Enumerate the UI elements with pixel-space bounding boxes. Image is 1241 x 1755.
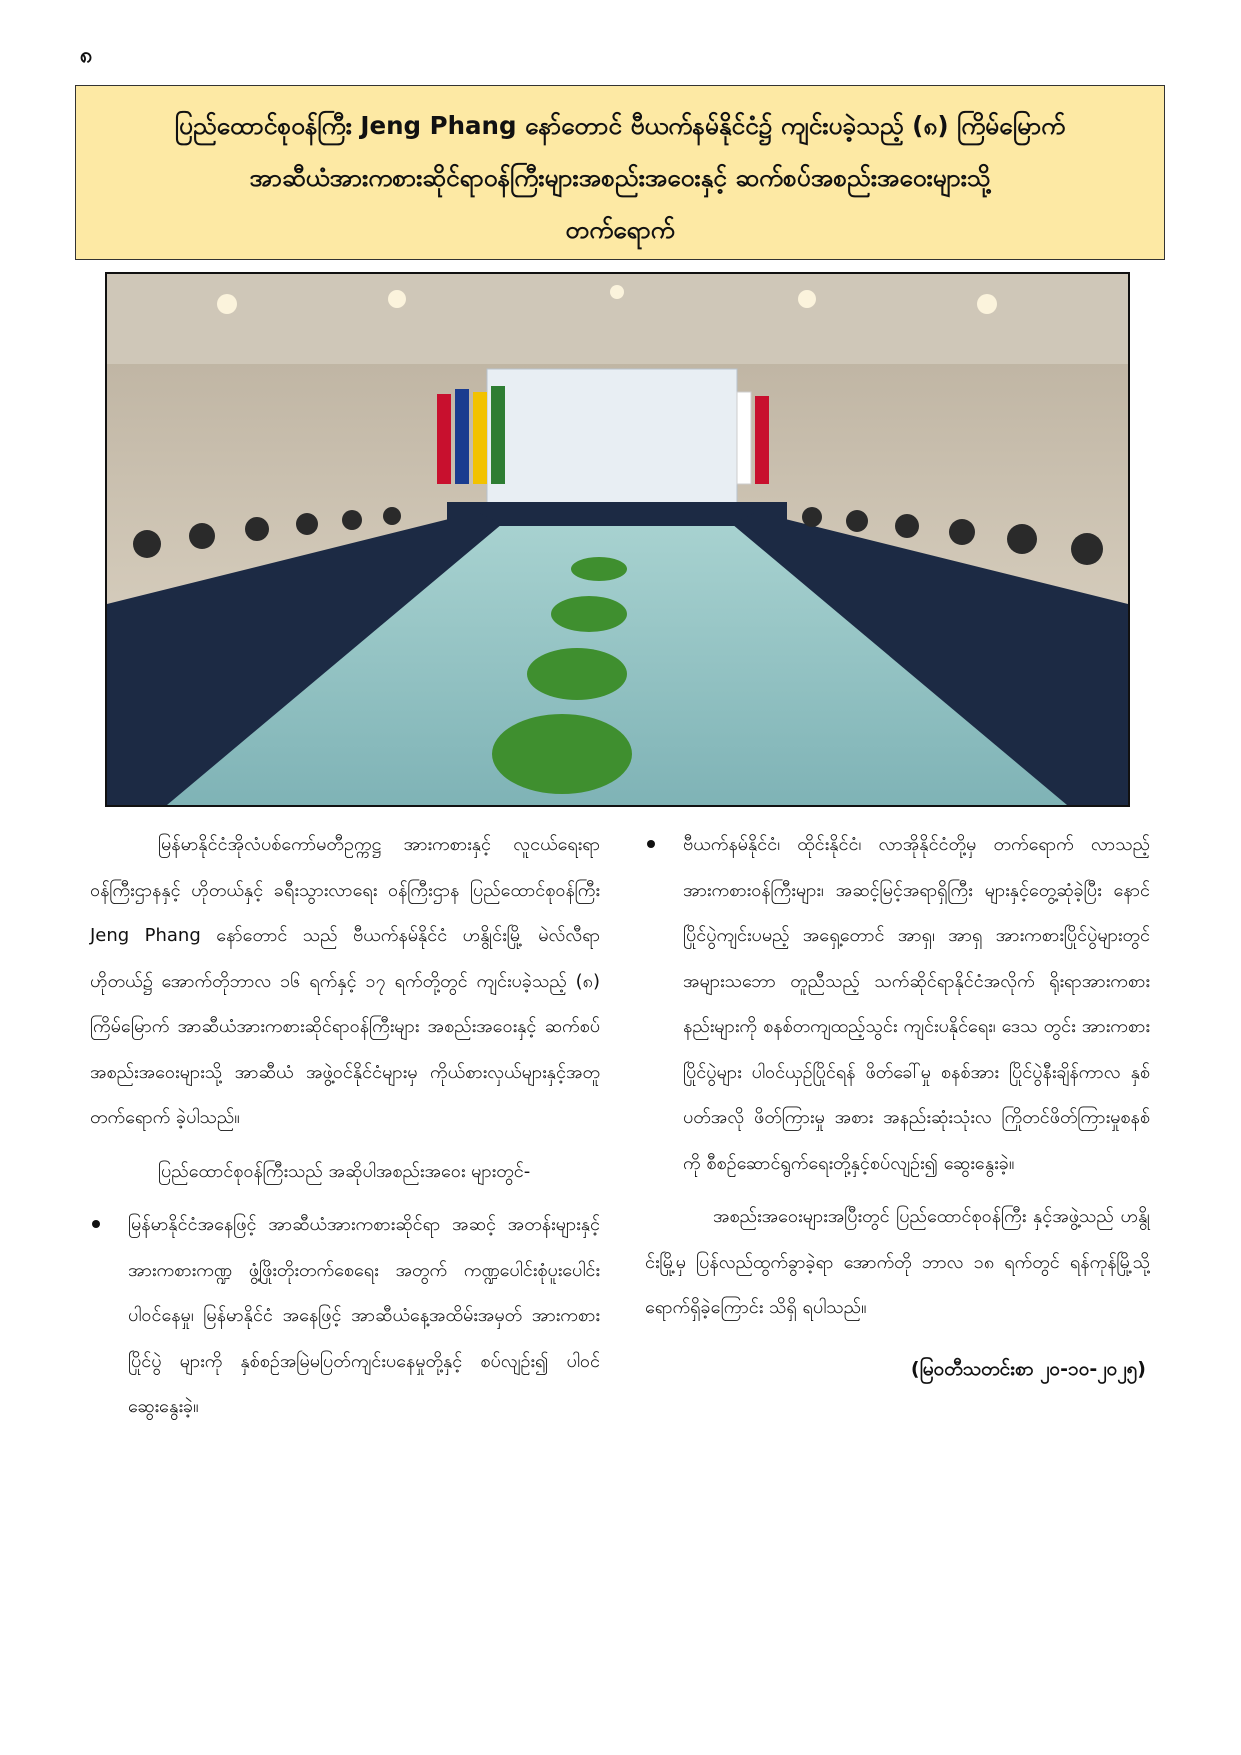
source-citation: (မြဝတီသတင်းစာ ၂၀-၁၀-၂၀၂၅) [910,1357,1146,1380]
bullet-dot-icon [647,840,655,848]
headline-box [75,85,1165,260]
discussion-intro-paragraph: ပြည်ထောင်စုဝန်ကြီးသည် အဆိုပါအစည်းအဝေး များတွင်- [158,1160,531,1182]
page-number: ၈ [80,43,93,68]
headline-line-3: တက်ရောက် [565,215,675,244]
discussion-points-list [90,1202,600,1430]
bullet-text: ဗီယက်နမ်နိုင်ငံ၊ ထိုင်းနိုင်ငံ၊ လာအိုနိုင်ငံတို့မှ တက်ရောက် လာသည့် အားကစားဝန်ကြီးများ၊ အဆင့်မြင့်အရာရှိကြီး များနှင့်တွေ့ဆုံခဲ့ပြီး နောင်ပြိုင်ပွဲကျင်းပမည့် အရှေ့တောင် အာရှ၊ အာရှ အားကစားပြိုင်ပွဲများတွင် အများသဘော တူညီသည့် သက်ဆိုင်ရာနိုင်ငံအလိုက် ရိုးရာအားကစား နည်းများကို စနစ်တကျထည့်သွင်း ကျင်းပနိုင်ရေး၊ ဒေသ တွင်း အားကစားပြိုင်ပွဲများ ပါဝင်ယှဉ်ပြိုင်ရန် ဖိတ်ခေါ်မှု စနစ်အား ပြိုင်ပွဲနီးချိန်ကာလ နှစ်ပတ်အလို ဖိတ်ကြားမှု အစား အနည်းဆုံးသုံးလ ကြိုတင်ဖိတ်ကြားမှုစနစ်ကို စီစဉ်ဆောင်ရွက်ရေးတို့နှင့်စပ်လျဉ်း၍ ဆွေးနွေးခဲ့။ [683,834,1150,1174]
bullet-text: မြန်မာနိုင်ငံအနေဖြင့် အာဆီယံအားကစားဆိုင်ရာ အဆင့် အတန်းများနှင့် အားကစားကဏ္ဍ ဖွံ့ဖြိုးတိုးတက်စေရေး အတွက် ကဏ္ဍပေါင်းစုံပူးပေါင်းပါဝင်နေမှု၊ မြန်မာနိုင်ငံ အနေဖြင့် အာဆီယံနေ့အထိမ်းအမှတ် အားကစားပြိုင်ပွဲ များကို နှစ်စဉ်အမြဲမပြတ်ကျင်းပနေမှုတို့နှင့် စပ်လျဉ်း၍ ပါဝင်ဆွေးနွေးခဲ့။ [128,1214,600,1417]
list-item [645,822,1150,1186]
right-column [645,822,1150,1392]
discussion-points-list-continued [645,822,1150,1186]
meeting-hall-illustration [107,274,1128,805]
intro-paragraph: မြန်မာနိုင်ငံအိုလံပစ်ကော်မတီဥက္ကဋ္ဌ အားကစားနှင့် လူငယ်ရေးရာဝန်ကြီးဌာနနှင့် ဟိုတယ်နှင့် ခရီးသွားလာရေး ဝန်ကြီးဌာန ပြည်ထောင်စုဝန်ကြီး Jeng Phang နော်တောင် သည် ဗီယက်နမ်နိုင်ငံ ဟနွိုင်းမြို့ မဲလ်လီရာဟိုတယ်၌ အောက်တိုဘာလ ၁၆ ရက်နှင့် ၁၇ ရက်တို့တွင် ကျင်းပခဲ့သည့် (၈) ကြိမ်မြောက် အာဆီယံအားကစားဆိုင်ရာဝန်ကြီးများ အစည်းအဝေးနှင့် ဆက်စပ်အစည်းအဝေးများသို့ အာဆီယံ အဖွဲ့ဝင်နိုင်ငံများမှ ကိုယ်စားလှယ်များနှင့်အတူ တက်ရောက် ခဲ့ပါသည်။ [90,834,600,1128]
left-column [90,822,600,1438]
headline-line-2: အာဆီယံအားကစားဆိုင်ရာဝန်ကြီးများအစည်းအဝေးနှင့် ဆက်စပ်အစည်းအဝေးများသို့ [249,163,991,192]
bullet-dot-icon [92,1220,100,1228]
closing-paragraph: အစည်းအဝေးများအပြီးတွင် ပြည်ထောင်စုဝန်ကြီး နှင့်အဖွဲ့သည် ဟနွိုင်းမြို့မှ ပြန်လည်ထွက်ခွာခဲ့ရာ အောက်တို ဘာလ ၁၈ ရက်တွင် ရန်ကုန်မြို့သို့ ရောက်ရှိခဲ့ကြောင်း သိရှိ ရပါသည်။ [645,1206,1150,1318]
headline-line-1: ပြည်ထောင်စုဝန်ကြီး Jeng Phang နော်တောင် ဗီယက်နမ်နိုင်ငံ၌ ကျင်းပခဲ့သည့် (၈) ကြိမ်မြောက် [174,111,1066,140]
meeting-photo [105,272,1130,807]
stage-screen [487,369,737,519]
list-item [90,1202,600,1430]
